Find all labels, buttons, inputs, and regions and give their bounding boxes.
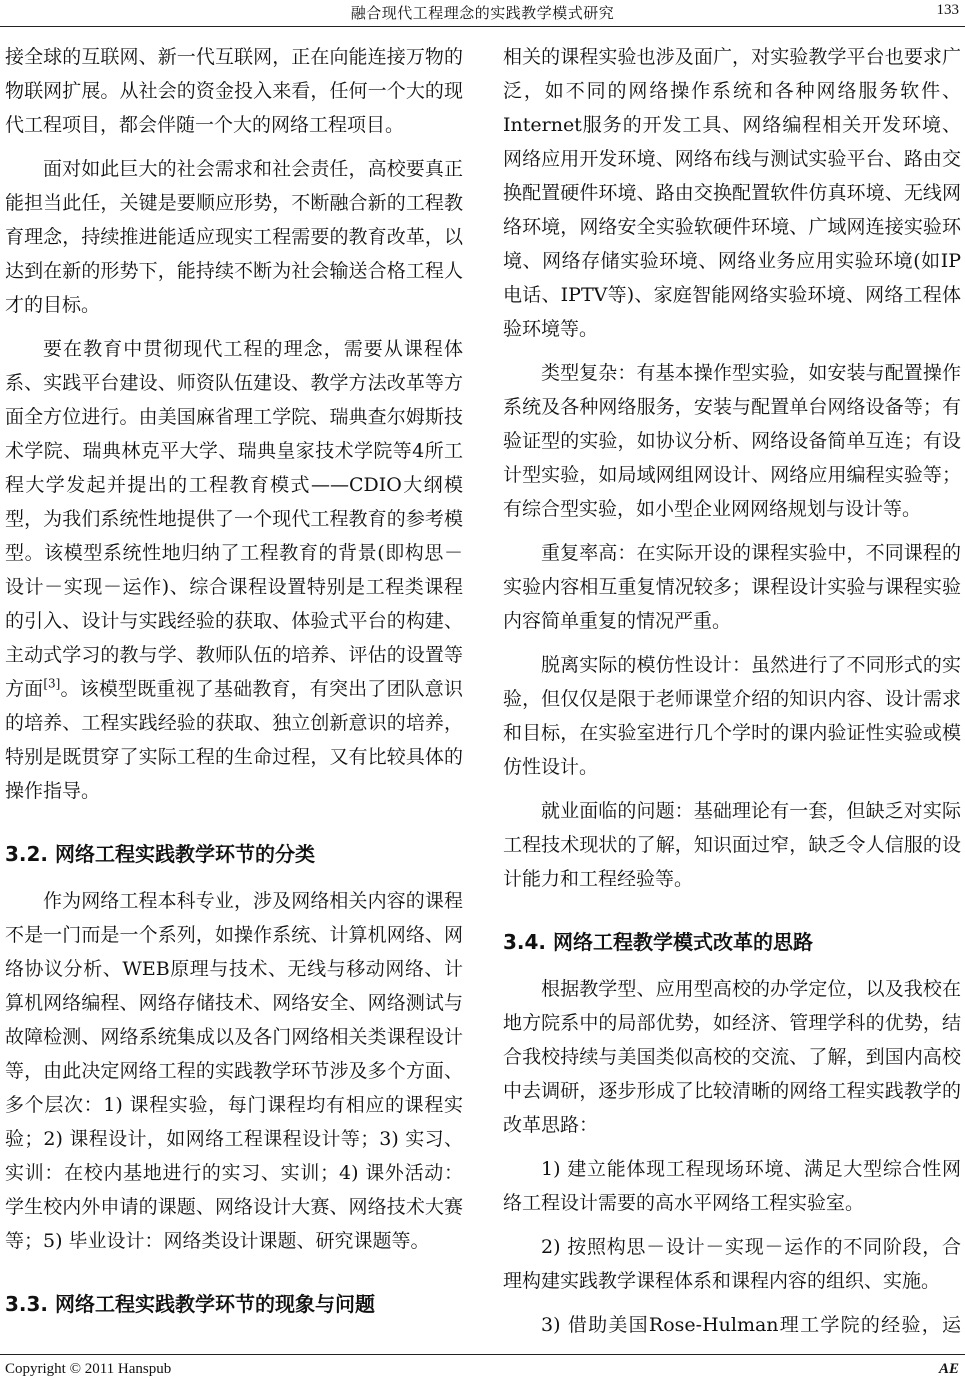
paragraph: 作为网络工程本科专业，涉及网络相关内容的课程不是一门而是一个系列，如操作系统、计算机网络、网络协议分析、WEB原理与技术、无线与移动网络、计算机网络编程、网络存储技术、网络安全、网络测试与故障检测、网络系统集成以及各门网络相关类课程设计等，由此决定网络工程的实践教学环节涉及多个方面、多个层次：1) 课程实验，每门课程均有相应的课程实验；2) 课程设计，如网络工程课程设计等；3) 实习、实训：在校内基地进行的实习、实训；4) 课外活动：学生校内外申请的课题、网络设计大赛、网络技术大赛等；5) 毕业设计：网络类设计课题、研究课题等。 [5,890,463,1252]
paragraph: 脱离实际的模仿性设计：虽然进行了不同形式的实验，但仅仅是限于老师课堂介绍的知识内容、设计需求和目标，在实验室进行几个学时的课内验证性实验或模仿性设计。 [503,654,961,778]
running-title: 融合现代工程理念的实践教学模式研究 [350,4,615,22]
paragraph: 接全球的互联网、新一代互联网，正在向能连接万物的物联网扩展。从社会的资金投入来看，任何一个大的现代工程项目，都会伴随一个大的网络工程项目。 [5,46,463,136]
page-number: 133 [936,2,959,18]
list-item: 3) 借助美国Rose-Hulman理工学院的经验，运 [541,1314,961,1336]
paragraph: 面对如此巨大的社会需求和社会责任，高校要真正能担当此任，关键是要顺应形势，不断融合新的工程教育理念，持续推进能适应现实工程需要的教育改革，以达到在新的形势下，能持续不断为社会输送合格工程人才的目标。 [5,158,463,316]
left-column [5,40,463,1340]
page-footer [0,1354,965,1387]
paragraph-text: 要在教育中贯彻现代工程的理念，需要从课程体系、实践平台建设、师资队伍建设、教学方法改革等方面全方位进行。由美国麻省理工学院、瑞典查尔姆斯技术学院、瑞典林克平大学、瑞典皇家技术学院等4所工程大学发起并提出的工程教育模式——CDIO大纲模型，为我们系统性地提供了一个现代工程教育的参考模型。该模型系统性地归纳了工程教育的背景(即构思－设计－实现－运作)、综合课程设置特别是工程类课程的引入、设计与实践经验的获取、体验式平台的构建、主动式学习的教与学、教师队伍的培养、评估的设置等方面 [5,338,463,700]
list-item: 2) 按照构思－设计－实现－运作的不同阶段，合理构建实践教学课程体系和课程内容的组织、实施。 [503,1236,961,1292]
section-heading-3-3: 3.3. 网络工程实践教学环节的现象与问题 [5,1292,375,1316]
paragraph: 相关的课程实验也涉及面广，对实验教学平台也要求广泛，如不同的网络操作系统和各种网络服务软件、Internet服务的开发工具、网络编程相关开发环境、网络应用开发环境、网络布线与测试实验平台、路由交换配置硬件环境、路由交换配置软件仿真环境、无线网络环境，网络安全实验软硬件环境、广域网连接实验环境、网络存储实验环境、网络业务应用实验环境(如IP电话、IPTV等)、家庭智能网络实验环境、网络工程体验环境等。 [503,46,961,340]
paragraph-text: 。该模型既重视了基础教育，有突出了团队意识的培养、工程实践经验的获取、独立创新意识的培养，特别是既贯穿了实际工程的生命过程，又有比较具体的操作指导。 [5,678,463,802]
paragraph: 根据教学型、应用型高校的办学定位，以及我校在地方院系中的局部优势，如经济、管理学科的优势，结合我校持续与美国类似高校的交流、了解，到国内高校中去调研，逐步形成了比较清晰的网络工程实践教学的改革思路： [503,978,961,1136]
paragraph [5,332,463,808]
list-item: 1) 建立能体现工程现场环境、满足大型综合性网络工程设计需要的高水平网络工程实验室。 [503,1158,961,1214]
paragraph: 类型复杂：有基本操作型实验，如安装与配置操作系统及各种网络服务，安装与配置单台网络设备等；有验证型的实验，如协议分析、网络设备简单互连；有设计型实验，如局域网组网设计、网络应用编程实验等；有综合型实验，如小型企业网网络规划与设计等。 [503,362,961,520]
page-header [0,0,965,27]
journal-abbrev: AE [938,1361,959,1377]
section-heading-3-2: 3.2. 网络工程实践教学环节的分类 [5,842,315,866]
citation-ref[interactable]: [3] [43,676,61,691]
right-column [503,40,961,1340]
section-heading-3-4: 3.4. 网络工程教学模式改革的思路 [503,930,813,954]
paragraph: 就业面临的问题：基础理论有一套，但缺乏对实际工程技术现状的了解，知识面过窄，缺乏令人信服的设计能力和工程经验等。 [503,800,961,890]
paragraph [5,1334,463,1340]
paragraph: 重复率高：在实际开设的课程实验中，不同课程的实验内容相互重复情况较多；课程设计实验与课程实验内容简单重复的情况严重。 [503,542,961,632]
copyright-notice: Copyright © 2011 Hanspub [5,1361,172,1377]
